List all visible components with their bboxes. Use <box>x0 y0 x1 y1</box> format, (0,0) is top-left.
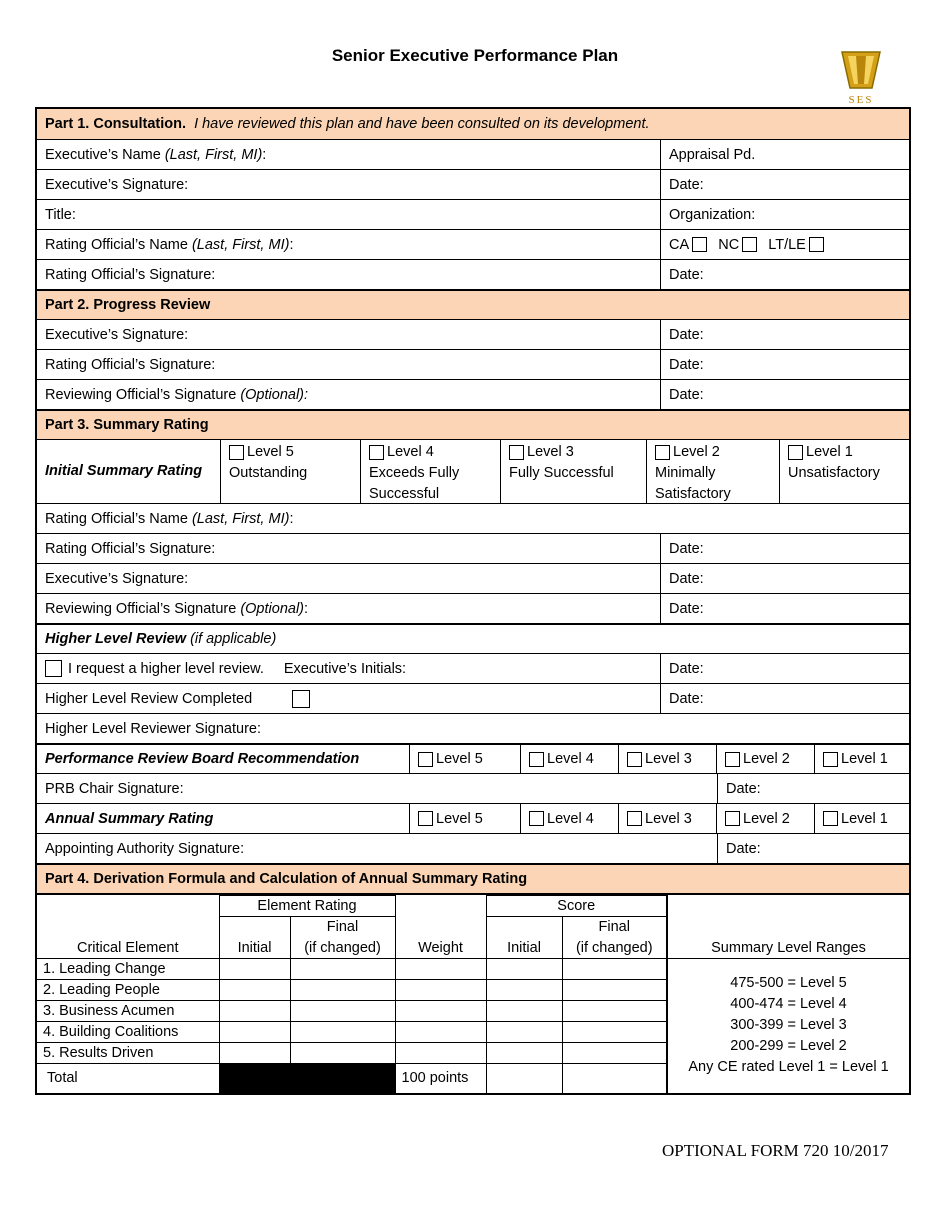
summary-ranges-header: Summary Level Ranges <box>667 896 909 959</box>
ca-label: CA <box>669 236 690 253</box>
annual-level1-label: Level 1 <box>841 810 888 827</box>
date-label: Date: <box>669 540 704 557</box>
element-1: 1. Leading Change <box>37 959 219 980</box>
p2-ro-sig-field[interactable] <box>37 350 660 379</box>
level5-label: Level 5 <box>247 444 294 460</box>
form-number: OPTIONAL FORM 720 10/2017 <box>662 1141 889 1160</box>
weight-header: Weight <box>395 938 486 959</box>
cell-input[interactable] <box>486 1001 562 1022</box>
score-if-changed-header: (if changed) <box>562 938 667 959</box>
rev-sig-label: Reviewing Official’s Signature <box>45 600 237 617</box>
hlr-completed-field <box>37 684 660 713</box>
level2-checkbox[interactable] <box>655 445 670 460</box>
prb-level5[interactable] <box>409 745 520 773</box>
p2-rev-sig-row <box>37 379 909 409</box>
hlr-request-field <box>37 654 660 683</box>
prb-level5-label: Level 5 <box>436 751 483 767</box>
level2-option[interactable] <box>646 440 779 503</box>
cell-input[interactable] <box>562 1043 667 1064</box>
exec-name-hint: (Last, First, MI) <box>164 146 263 163</box>
annual-row <box>37 803 909 833</box>
annual-level4-label: Level 4 <box>547 810 594 827</box>
organization-field[interactable] <box>660 200 909 229</box>
ltle-label: LT/LE <box>768 236 806 253</box>
hlr-completed-label: Higher Level Review Completed <box>45 690 253 707</box>
level2-desc: Minimally Satisfactory <box>655 465 731 502</box>
date-field[interactable] <box>660 260 909 289</box>
cell-input[interactable] <box>562 959 667 980</box>
level1-checkbox[interactable] <box>788 445 803 460</box>
prb-level1-label: Level 1 <box>841 751 888 767</box>
total-score-final[interactable] <box>562 1064 667 1093</box>
aa-sig-row <box>37 833 909 863</box>
element-4: 4. Building Coalitions <box>37 1022 219 1043</box>
prb-level2-checkbox[interactable] <box>725 752 740 767</box>
total-label: Total <box>37 1064 219 1093</box>
appraisal-label: Appraisal Pd. <box>669 146 756 163</box>
date-field[interactable] <box>717 834 909 863</box>
aa-sig-label: Appointing Authority Signature: <box>45 840 245 857</box>
element-rating-header: Element Rating <box>219 896 395 917</box>
date-field[interactable] <box>660 594 909 623</box>
part4-header <box>37 863 909 893</box>
final-header: Final <box>290 917 395 938</box>
date-field[interactable] <box>660 684 909 713</box>
ses-logo <box>836 50 886 106</box>
cell-input[interactable] <box>395 980 486 1001</box>
ro-sig-row <box>37 259 909 289</box>
date-field[interactable] <box>660 564 909 593</box>
exec-name-field[interactable]: Executive’s Name (Last, First, MI) : <box>45 146 267 163</box>
level4-checkbox[interactable] <box>369 445 384 460</box>
ro-sig-field[interactable] <box>37 260 660 289</box>
nc-checkbox[interactable] <box>742 237 757 252</box>
hlr-title: Higher Level Review <box>45 631 187 647</box>
annual-level4-checkbox[interactable] <box>529 811 544 826</box>
prb-level2-label: Level 2 <box>743 751 790 767</box>
hlr-header-row <box>37 623 909 653</box>
logo-text: SES <box>848 94 874 106</box>
level3-desc: Fully Successful <box>509 465 614 481</box>
cell-input[interactable] <box>290 980 395 1001</box>
score-header: Score <box>486 896 667 917</box>
nc-label: NC <box>718 236 740 253</box>
hlr-sig-label: Higher Level Reviewer Signature: <box>45 720 261 737</box>
p3-exec-sig-row <box>37 563 909 593</box>
date-label: Date: <box>669 386 704 403</box>
prb-row <box>37 743 909 773</box>
p3-ro-name-row <box>37 503 909 533</box>
p3-ro-sig-row <box>37 533 909 563</box>
cell-input[interactable] <box>290 1022 395 1043</box>
annual-level5[interactable] <box>409 804 520 833</box>
annual-level1[interactable] <box>814 804 909 833</box>
exec-name-label: Executive’s Name <box>45 146 161 163</box>
performance-plan-form <box>35 107 911 1095</box>
part1-note: I have reviewed this plan and have been consulted on its development. <box>194 116 650 132</box>
level1-desc: Unsatisfactory <box>788 465 880 481</box>
prb-level3-checkbox[interactable] <box>627 752 642 767</box>
level5-desc: Outstanding <box>229 465 308 481</box>
date-label: Date: <box>726 780 761 797</box>
hlr-note: (if applicable) <box>190 631 277 647</box>
prb-sig-label: PRB Chair Signature: <box>45 780 184 797</box>
annual-level3-checkbox[interactable] <box>627 811 642 826</box>
range-level3: 300-399 = Level 3 <box>730 1017 847 1034</box>
cell-input[interactable] <box>395 959 486 980</box>
score-initial-header: Initial <box>486 938 562 959</box>
ro-name-label: Rating Official’s Name <box>45 510 188 527</box>
cell-input[interactable] <box>486 980 562 1001</box>
date-label: Date: <box>669 266 704 283</box>
appointment-type <box>660 230 909 259</box>
hlr-request-label: I request a higher level review. <box>68 660 264 677</box>
cell-input[interactable] <box>290 1043 395 1064</box>
cell-input[interactable] <box>219 1043 290 1064</box>
part4-title: Part 4. Derivation Formula and Calculation of Annual Summary Rating <box>45 871 528 887</box>
score-final-header: Final <box>562 917 667 938</box>
element-2: 2. Leading People <box>37 980 219 1001</box>
ro-sig-label: Rating Official’s Signature: <box>45 266 216 283</box>
p2-exec-sig-row <box>37 319 909 349</box>
date-field[interactable] <box>660 534 909 563</box>
level3-option[interactable] <box>500 440 646 503</box>
cell-input[interactable] <box>562 1001 667 1022</box>
annual-level5-checkbox[interactable] <box>418 811 433 826</box>
level4-option[interactable] <box>360 440 500 503</box>
ro-sig-label: Rating Official’s Signature: <box>45 356 216 373</box>
annual-label: Annual Summary Rating <box>45 810 214 827</box>
p2-exec-sig-field[interactable] <box>37 320 660 349</box>
prb-sig-row <box>37 773 909 803</box>
date-field[interactable] <box>660 170 909 199</box>
cell-input[interactable] <box>562 1022 667 1043</box>
prb-label: Performance Review Board Recommendation <box>45 751 360 767</box>
annual-level3[interactable] <box>618 804 716 833</box>
total-score-initial[interactable] <box>486 1064 562 1093</box>
exec-name-row <box>37 139 909 169</box>
level5-checkbox[interactable] <box>229 445 244 460</box>
total-points: 100 points <box>395 1064 486 1093</box>
cell-input[interactable] <box>219 980 290 1001</box>
cell-input[interactable] <box>562 980 667 1001</box>
element-3: 3. Business Acumen <box>37 1001 219 1022</box>
annual-level4[interactable] <box>520 804 618 833</box>
range-level2: 200-299 = Level 2 <box>730 1038 847 1055</box>
part1-title: Part 1. Consultation. <box>45 116 186 132</box>
cell-input[interactable] <box>395 1043 486 1064</box>
title-field[interactable] <box>37 200 660 229</box>
initial-summary-row <box>37 439 909 503</box>
cell-input[interactable] <box>219 1022 290 1043</box>
title-label: Title: <box>45 206 76 223</box>
hlr-completed-row <box>37 683 909 713</box>
cell-input[interactable] <box>486 1043 562 1064</box>
blacked-out-cell <box>219 1064 395 1093</box>
optional-label: (Optional): <box>240 386 309 403</box>
part3-title: Part 3. Summary Rating <box>45 417 209 433</box>
initial-summary-label: Initial Summary Rating <box>45 463 203 479</box>
date-label: Date: <box>669 356 704 373</box>
prb-level1-checkbox[interactable] <box>823 752 838 767</box>
exec-sig-label: Executive’s Signature: <box>45 176 189 193</box>
cell-input[interactable] <box>395 1022 486 1043</box>
cell-input[interactable] <box>290 959 395 980</box>
prb-sig-field[interactable] <box>37 774 717 803</box>
part1-header <box>37 109 909 139</box>
level3-label: Level 3 <box>527 444 574 460</box>
organization-label: Organization: <box>669 206 756 223</box>
exec-sig-label: Executive’s Signature: <box>45 326 189 343</box>
level4-desc: Exceeds Fully Successful <box>369 465 460 502</box>
prb-level4-label: Level 4 <box>547 751 594 767</box>
p2-ro-sig-row <box>37 349 909 379</box>
cell-input[interactable] <box>290 1001 395 1022</box>
ltle-checkbox[interactable] <box>809 237 824 252</box>
level4-label: Level 4 <box>387 444 434 460</box>
hlr-request-checkbox[interactable] <box>45 660 62 677</box>
level5-option[interactable] <box>220 440 360 503</box>
date-label: Date: <box>669 176 704 193</box>
ro-name-hint: (Last, First, MI) <box>191 510 290 527</box>
annual-level2-checkbox[interactable] <box>725 811 740 826</box>
annual-level3-label: Level 3 <box>645 810 692 827</box>
hlr-sig-field[interactable] <box>37 714 909 743</box>
p3-rev-sig-row <box>37 593 909 623</box>
date-label: Date: <box>726 840 761 857</box>
optional-label: (Optional) <box>240 600 304 617</box>
ro-name-hint: (Last, First, MI) <box>191 236 290 253</box>
p3-exec-sig-field[interactable] <box>37 564 660 593</box>
hlr-sig-row <box>37 713 909 743</box>
prb-level4[interactable] <box>520 745 618 773</box>
date-label: Date: <box>669 690 704 707</box>
if-changed-header: (if changed) <box>290 938 395 959</box>
ro-name-field[interactable]: Rating Official’s Name (Last, First, MI) : <box>45 236 294 253</box>
annual-level2-label: Level 2 <box>743 810 790 827</box>
rev-sig-label: Reviewing Official’s Signature <box>45 386 237 403</box>
exec-sig-label: Executive’s Signature: <box>45 570 189 587</box>
p3-rev-sig-field[interactable]: Reviewing Official’s Signature (Optional) : <box>45 600 309 617</box>
date-label: Date: <box>669 570 704 587</box>
range-level5: 475-500 = Level 5 <box>730 975 847 992</box>
date-field[interactable] <box>660 380 909 409</box>
summary-ranges <box>667 959 909 1093</box>
prb-level5-checkbox[interactable] <box>418 752 433 767</box>
page-title: Senior Executive Performance Plan <box>331 46 619 65</box>
ca-checkbox[interactable] <box>692 237 707 252</box>
prb-level4-checkbox[interactable] <box>529 752 544 767</box>
date-label: Date: <box>669 660 704 677</box>
level1-option[interactable] <box>779 440 909 503</box>
prb-level3-label: Level 3 <box>645 751 692 767</box>
range-level1: Any CE rated Level 1 = Level 1 <box>688 1059 889 1076</box>
annual-level2[interactable] <box>716 804 814 833</box>
date-field[interactable] <box>660 350 909 379</box>
ro-name-row <box>37 229 909 259</box>
exec-sig-row <box>37 169 909 199</box>
date-field[interactable] <box>660 654 909 683</box>
level1-label: Level 1 <box>806 444 853 460</box>
ro-sig-label: Rating Official’s Signature: <box>45 540 216 557</box>
exec-initials-label: Executive’s Initials: <box>283 660 407 677</box>
calc-table-wrap <box>37 893 909 1093</box>
date-label: Date: <box>669 600 704 617</box>
cell-input[interactable] <box>395 1001 486 1022</box>
cell-input[interactable] <box>219 959 290 980</box>
ro-name-label: Rating Official’s Name <box>45 236 188 253</box>
level3-checkbox[interactable] <box>509 445 524 460</box>
level2-label: Level 2 <box>673 444 720 460</box>
aa-sig-field[interactable] <box>37 834 717 863</box>
critical-element-header: Critical Element <box>37 938 219 959</box>
prb-level2[interactable] <box>716 745 814 773</box>
part2-title: Part 2. Progress Review <box>45 297 211 313</box>
prb-level1[interactable] <box>814 745 909 773</box>
date-field[interactable] <box>717 774 909 803</box>
annual-level5-label: Level 5 <box>436 810 483 827</box>
p3-ro-sig-field[interactable] <box>37 534 660 563</box>
date-field[interactable] <box>660 320 909 349</box>
prb-level3[interactable] <box>618 745 716 773</box>
hlr-request-row <box>37 653 909 683</box>
date-label: Date: <box>669 326 704 343</box>
range-level4: 400-474 = Level 4 <box>730 996 847 1013</box>
appraisal-period-field[interactable] <box>660 140 909 169</box>
title-row <box>37 199 909 229</box>
part3-header <box>37 409 909 439</box>
hlr-completed-checkbox[interactable] <box>292 690 310 708</box>
annual-level1-checkbox[interactable] <box>823 811 838 826</box>
part2-header <box>37 289 909 319</box>
element-5: 5. Results Driven <box>37 1043 219 1064</box>
exec-sig-field[interactable] <box>37 170 660 199</box>
initial-header: Initial <box>219 938 290 959</box>
cell-input[interactable] <box>486 959 562 980</box>
p2-rev-sig-field[interactable] <box>37 380 660 409</box>
p3-ro-name-field[interactable]: Rating Official’s Name (Last, First, MI) : <box>45 510 294 527</box>
cell-input[interactable] <box>486 1022 562 1043</box>
calculation-table <box>37 895 909 1093</box>
cell-input[interactable] <box>219 1001 290 1022</box>
